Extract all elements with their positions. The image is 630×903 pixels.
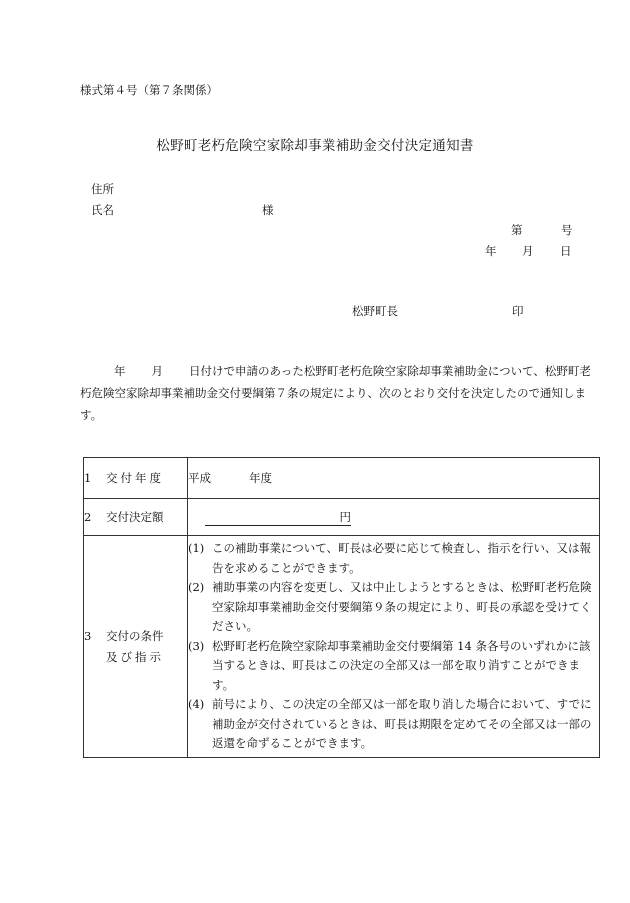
doc-number-suffix: 号 xyxy=(561,223,573,237)
item-marker: (3) xyxy=(188,638,205,653)
grant-amount-label: 交付決定額 xyxy=(106,510,164,524)
item-text: 前号により、この決定の全部又は一部を取り消した場合において、すでに補助金が交付されているときは、町長は期限を定めてその全部又は一部の返還を命ずることができます。 xyxy=(212,697,592,751)
body-month: 月 xyxy=(151,364,163,378)
item-marker: (1) xyxy=(188,541,205,556)
row-label xyxy=(84,499,188,536)
terms-table xyxy=(83,457,600,758)
date-day: 日 xyxy=(560,244,572,258)
amount-blank xyxy=(205,509,351,526)
body-year: 年 xyxy=(114,364,126,378)
name-label: 氏名 xyxy=(91,203,114,217)
issuer-title: 松野町長 xyxy=(352,304,398,318)
row-number: 3 xyxy=(84,628,92,643)
currency-unit: 円 xyxy=(339,509,351,524)
doc-number-prefix: 第 xyxy=(511,223,523,237)
body-text: 日付けで申請のあった松野町老朽危険空家除却事業補助金について、松野町老朽危険空家除却事業補助金交付要綱第７条の規定により、次のとおり交付を決定したので通知します。 xyxy=(80,364,591,422)
seal-mark: 印 xyxy=(512,304,524,318)
item-marker: (4) xyxy=(188,697,205,712)
table-row xyxy=(84,536,600,758)
list-item xyxy=(188,637,599,696)
date-month: 月 xyxy=(522,244,534,258)
list-item xyxy=(188,539,599,578)
date-year: 年 xyxy=(485,244,497,258)
item-marker: (2) xyxy=(188,580,205,595)
grant-amount-value xyxy=(188,499,600,536)
row-label xyxy=(84,458,188,499)
fiscal-year-value xyxy=(188,458,600,499)
list-item xyxy=(188,578,599,637)
form-reference: 様式第４号（第７条関係） xyxy=(80,83,218,97)
row-label xyxy=(84,536,188,758)
document-title: 松野町老朽危険空家除却事業補助金交付決定通知書 xyxy=(156,138,474,154)
notice-body xyxy=(80,360,600,426)
honorific: 様 xyxy=(262,203,274,217)
item-text: この補助事業について、町長は必要に応じて検査し、指示を行い、又は報告を求めることができます。 xyxy=(212,541,592,575)
row-number: 2 xyxy=(84,510,92,524)
conditions-list xyxy=(188,536,600,758)
item-text: 松野町老朽危険空家除却事業補助金交付要綱第 14 条各号のいずれかに該当するときは、町長はこの決定の全部又は一部を取り消すことができます。 xyxy=(212,638,591,692)
item-text: 補助事業の内容を変更し、又は中止しようとするときは、松野町老朽危険空家除却事業補助金交付要綱第９条の規定により、町長の承認を受けてください。 xyxy=(212,580,592,634)
fiscal-year-label: 交付年度 xyxy=(106,471,164,485)
conditions-label-line1: 交付の条件 xyxy=(106,628,164,643)
list-item xyxy=(188,695,599,754)
year-suffix: 年度 xyxy=(249,471,272,485)
address-label: 住所 xyxy=(91,182,114,196)
era-name: 平成 xyxy=(188,471,211,485)
table-row xyxy=(84,458,600,499)
conditions-label-line2: 及び指示 xyxy=(106,649,164,664)
row-number: 1 xyxy=(84,471,92,485)
table-row xyxy=(84,499,600,536)
